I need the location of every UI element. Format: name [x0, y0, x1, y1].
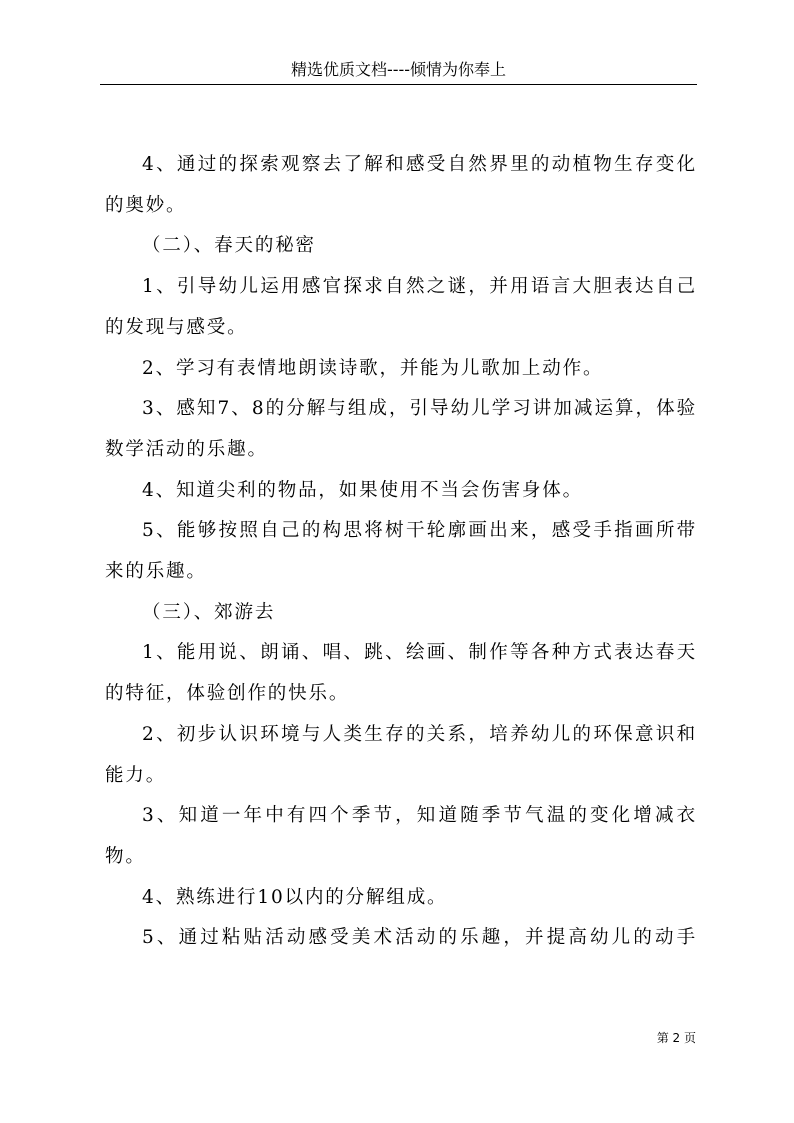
paragraph-11: 3、知道一年中有四个季节，知道随季节气温的变化增减衣物。 [105, 805, 697, 867]
section-heading-2: （二）、春天的秘密 [142, 235, 316, 257]
document-body [105, 145, 697, 959]
paragraph-12: 4、熟练进行10以内的分解组成。 [142, 886, 448, 908]
paragraph-5: 3、感知7、8的分解与组成，引导幼儿学习讲加减运算，体验数学活动的乐趣。 [105, 398, 697, 460]
page-header: 精选优质文档----倾情为你奉上 [290, 60, 507, 79]
paragraph-3: 1、引导幼儿运用感官探求自然之谜，并用语言大胆表达自己的发现与感受。 [105, 276, 697, 338]
header-divider [100, 84, 697, 85]
paragraph-1: 4、通过的探索观察去了解和感受自然界里的动植物生存变化的奥妙。 [105, 154, 697, 216]
paragraph-4: 2、学习有表情地朗读诗歌，并能为儿歌加上动作。 [142, 357, 604, 379]
page-number: 第 2 页 [656, 1031, 696, 1045]
paragraph-13: 5、通过粘贴活动感受美术活动的乐趣，并提高幼儿的动手 [142, 927, 697, 949]
paragraph-6: 4、知道尖利的物品，如果使用不当会伤害身体。 [142, 479, 583, 501]
paragraph-10: 2、初步认识环境与人类生存的关系，培养幼儿的环保意识和能力。 [105, 723, 697, 786]
section-heading-3: （三）、郊游去 [142, 601, 276, 623]
paragraph-7: 5、能够按照自己的构思将树干轮廓画出来，感受手指画所带来的乐趣。 [105, 520, 697, 583]
paragraph-9: 1、能用说、朗诵、唱、跳、绘画、制作等各种方式表达春天的特征，体验创作的快乐。 [105, 642, 697, 705]
